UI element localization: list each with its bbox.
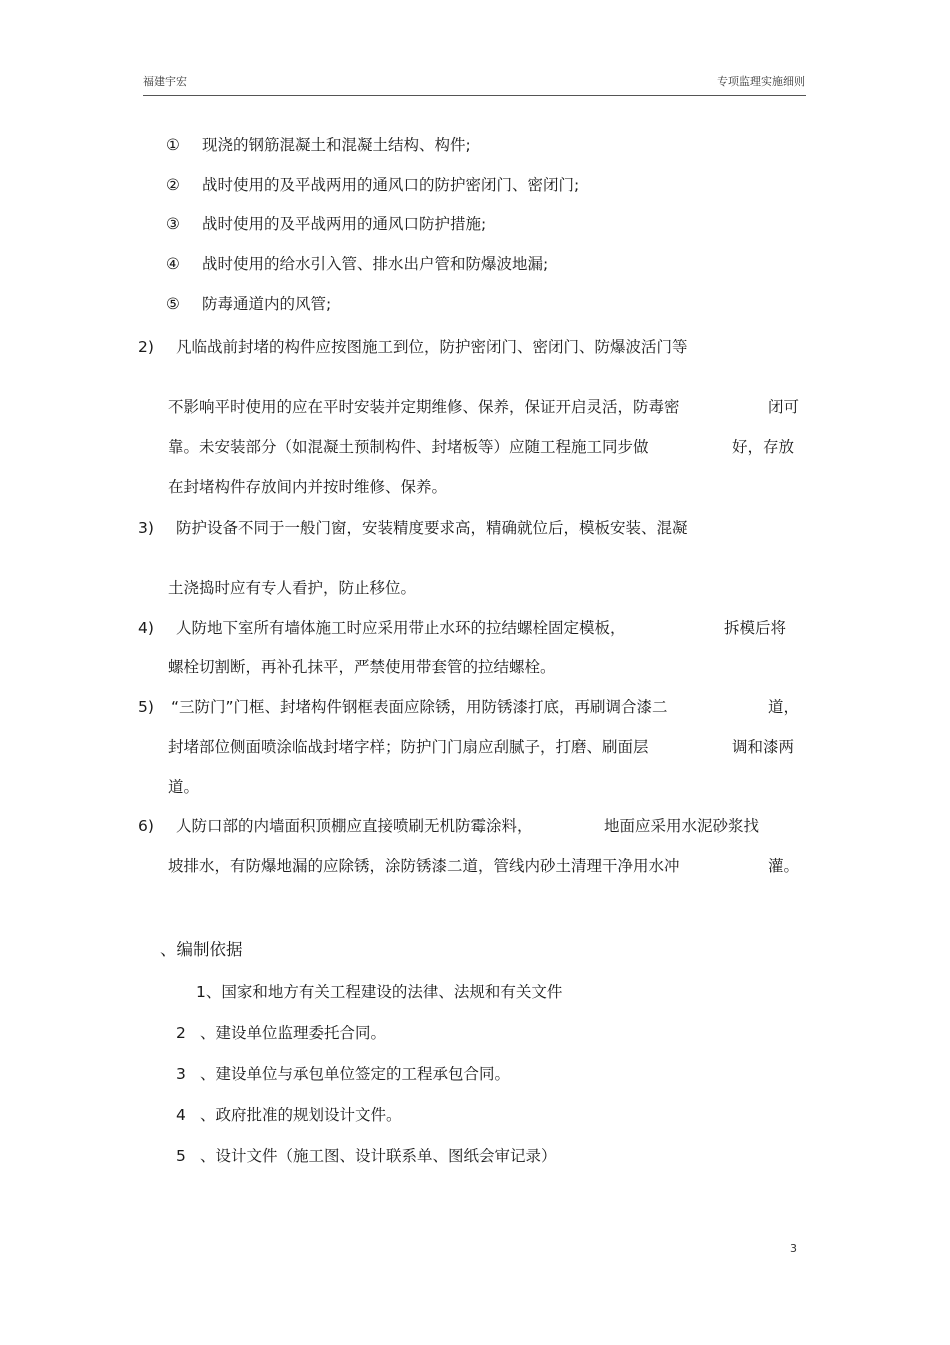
item-line: 不影响平时使用的应在平时安装并定期维修、保养，保证开启灵活，防毒密 xyxy=(168,398,680,416)
item-marker: 5) xyxy=(138,698,154,716)
item-marker: 3) xyxy=(138,519,154,537)
item-line: 地面应采用水泥砂浆找 xyxy=(604,817,760,835)
item-marker: 4) xyxy=(138,619,154,637)
circled-marker: ④ xyxy=(166,255,180,273)
basis-item-text: 、政府批准的规划设计文件。 xyxy=(200,1106,402,1124)
circled-item-text: 战时使用的及平战两用的通风口防护措施; xyxy=(202,215,487,233)
circled-marker: ⑤ xyxy=(166,295,180,313)
item-line: 人防口部的内墙面积顶棚应直接喷刷无机防霉涂料， xyxy=(176,817,533,835)
basis-item-number: 5 xyxy=(176,1147,186,1165)
basis-item-text: 、建设单位与承包单位签定的工程承包合同。 xyxy=(200,1065,511,1083)
basis-item-number: 2 xyxy=(176,1024,186,1042)
item-line: 灌。 xyxy=(768,857,800,875)
basis-item-text: 、设计文件（施工图、设计联系单、图纸会审记录） xyxy=(200,1147,557,1165)
item-marker: 2) xyxy=(138,338,154,356)
item-line: 闭可 xyxy=(768,398,800,416)
circled-item-text: 防毒通道内的风管; xyxy=(202,295,332,313)
circled-marker: ② xyxy=(166,176,180,194)
circled-item-text: 战时使用的及平战两用的通风口的防护密闭门、密闭门; xyxy=(202,176,580,194)
header-right-doc-title: 专项监理实施细则 xyxy=(717,75,805,88)
section-title: 、编制依据 xyxy=(160,940,243,959)
item-line: 道， xyxy=(768,698,800,716)
item-line: 调和漆两 xyxy=(732,738,795,756)
item-line: “三防门”门框、封堵构件钢框表面应除锈，用防锈漆打底，再刷调合漆二 xyxy=(171,698,668,716)
item-marker: 6) xyxy=(138,817,154,835)
item-line: 在封堵构件存放间内并按时维修、保养。 xyxy=(168,478,448,496)
circled-marker: ③ xyxy=(166,215,180,233)
header-rule xyxy=(143,95,806,96)
item-line: 坡排水，有防爆地漏的应除锈，涂防锈漆二道，管线内砂土清理干净用水冲 xyxy=(168,857,680,875)
item-line: 靠。未安装部分（如混凝土预制构件、封堵板等）应随工程施工同步做 xyxy=(168,438,649,456)
item-line: 防护设备不同于一般门窗，安装精度要求高，精确就位后，模板安装、混凝 xyxy=(176,519,688,537)
item-line: 凡临战前封堵的构件应按图施工到位，防护密闭门、密闭门、防爆波活门等 xyxy=(176,338,688,356)
header-left-company: 福建宇宏 xyxy=(143,75,187,88)
basis-item-text: 、建设单位监理委托合同。 xyxy=(200,1024,387,1042)
circled-item-text: 现浇的钢筋混凝土和混凝土结构、构件; xyxy=(202,136,471,154)
item-line: 道。 xyxy=(168,778,200,796)
circled-item-text: 战时使用的给水引入管、排水出户管和防爆波地漏; xyxy=(202,255,549,273)
item-line: 封堵部位侧面喷涂临战封堵字样；防护门门扇应刮腻子，打磨、刷面层 xyxy=(168,738,649,756)
item-line: 人防地下室所有墙体施工时应采用带止水环的拉结螺栓固定模板， xyxy=(176,619,626,637)
item-line: 螺栓切割断，再补孔抹平，严禁使用带套管的拉结螺栓。 xyxy=(168,658,556,676)
basis-item-number: 4 xyxy=(176,1106,186,1124)
basis-item-number: 3 xyxy=(176,1065,186,1083)
basis-item-1: 1、国家和地方有关工程建设的法律、法规和有关文件 xyxy=(196,983,563,1001)
page-number: 3 xyxy=(790,1242,797,1255)
item-line: 土浇捣时应有专人看护，防止移位。 xyxy=(168,579,417,597)
item-line: 好，存放 xyxy=(732,438,795,456)
circled-marker: ① xyxy=(166,136,180,154)
item-line: 拆模后将 xyxy=(724,619,787,637)
